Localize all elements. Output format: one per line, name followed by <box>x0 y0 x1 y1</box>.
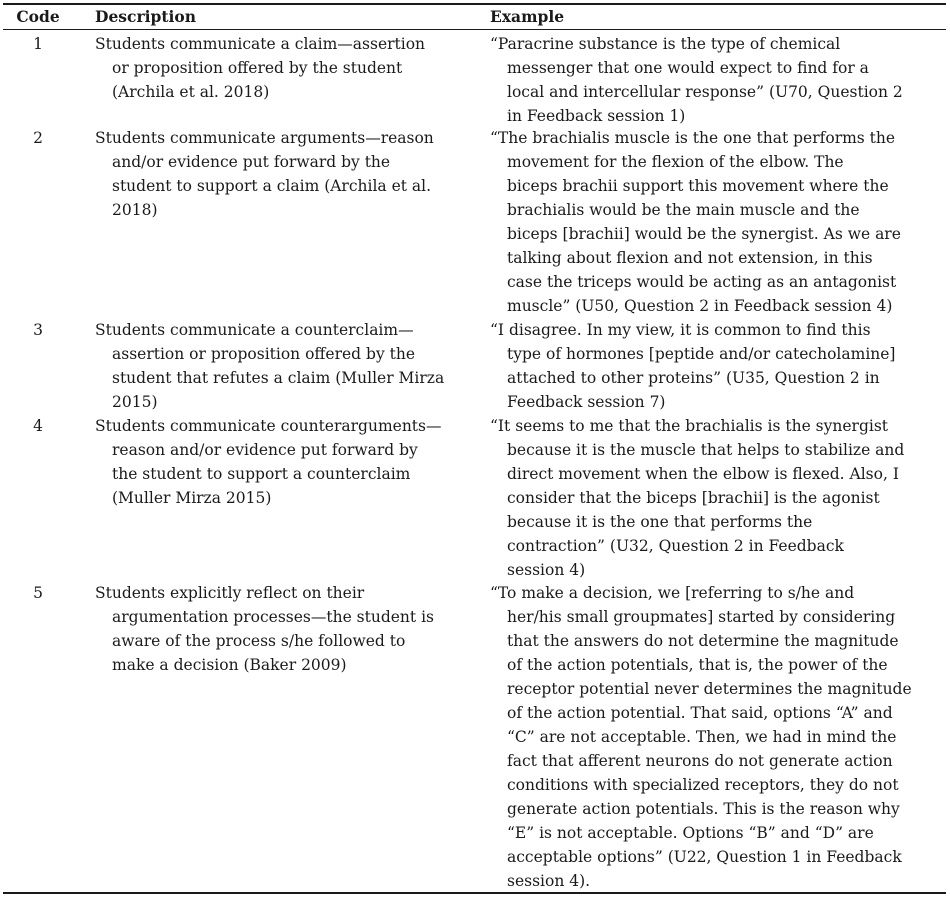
example-line: type of hormones [peptide and/or catecholamine] <box>507 345 896 363</box>
description-line: (Archila et al. 2018) <box>112 83 270 101</box>
description-line: or proposition offered by the student <box>112 59 403 77</box>
description-line: Students communicate a counterclaim— <box>95 321 414 339</box>
header-description: Description <box>95 7 197 26</box>
example-line: direct movement when the elbow is flexed. Also, I <box>507 465 899 483</box>
description-line: make a decision (Baker 2009) <box>112 656 347 674</box>
example-line: attached to other proteins” (U35, Question 2 in <box>507 369 880 387</box>
example-line: in Feedback session 1) <box>507 107 686 125</box>
header-code: Code <box>16 7 60 26</box>
header-example: Example <box>490 7 565 26</box>
coding-table <box>3 0 946 903</box>
row-4-description <box>95 414 467 510</box>
description-line: argumentation processes—the student is <box>112 608 434 626</box>
row-3-description <box>95 318 467 414</box>
example-line: contraction” (U32, Question 2 in Feedback <box>507 537 844 555</box>
description-line: assertion or proposition offered by the <box>112 345 416 363</box>
example-line: of the action potentials, that is, the power of the <box>507 656 888 674</box>
description-line: student that refutes a claim (Muller Mirza <box>112 369 445 387</box>
example-line: “To make a decision, we [referring to s/he and <box>490 584 855 602</box>
description-line: (Muller Mirza 2015) <box>112 489 272 507</box>
example-line: muscle” (U50, Question 2 in Feedback session 4) <box>507 297 893 315</box>
example-line: generate action potentials. This is the reason why <box>507 800 900 818</box>
example-line: conditions with specialized receptors, they do not <box>507 776 899 794</box>
row-2-code: 2 <box>33 129 43 147</box>
description-line: Students communicate counterarguments— <box>95 417 442 435</box>
example-line: talking about flexion and not extension, in this <box>507 249 873 267</box>
example-line: of the action potential. That said, options “A” and <box>507 704 893 722</box>
row-5-code: 5 <box>33 584 43 602</box>
description-line: reason and/or evidence put forward by <box>112 441 418 459</box>
example-line: case the triceps would be acting as an antagonist <box>507 273 897 291</box>
example-line: brachialis would be the main muscle and the <box>507 201 860 219</box>
example-line: session 4). <box>507 872 591 890</box>
description-line: 2018) <box>112 201 158 219</box>
row-1-example <box>490 32 935 128</box>
example-line: “The brachialis muscle is the one that performs the <box>490 129 896 147</box>
example-line: her/his small groupmates] started by considering <box>507 608 896 626</box>
description-line: aware of the process s/he followed to <box>112 632 406 650</box>
row-2-description <box>95 126 467 222</box>
description-line: Students communicate a claim—assertion <box>95 35 426 53</box>
example-line: “E” is not acceptable. Options “B” and “D” are <box>507 824 874 842</box>
table-bottom-rule <box>3 892 946 894</box>
example-line: biceps brachii support this movement where the <box>507 177 889 195</box>
example-line: messenger that one would expect to find for a <box>507 59 869 77</box>
example-line: that the answers do not determine the magnitude <box>507 632 899 650</box>
example-line: acceptable options” (U22, Question 1 in Feedback <box>507 848 902 866</box>
description-line: and/or evidence put forward by the <box>112 153 391 171</box>
row-5-example <box>490 581 935 893</box>
example-line: session 4) <box>507 561 586 579</box>
description-line: 2015) <box>112 393 158 411</box>
example-line: fact that afferent neurons do not generate action <box>507 752 893 770</box>
example-line: “It seems to me that the brachialis is the synergist <box>490 417 889 435</box>
example-line: movement for the flexion of the elbow. The <box>507 153 844 171</box>
table-header-rule <box>3 29 946 30</box>
example-line: local and intercellular response” (U70, Question 2 <box>507 83 903 101</box>
example-line: “Paracrine substance is the type of chemical <box>490 35 841 53</box>
description-line: student to support a claim (Archila et al. <box>112 177 432 195</box>
example-line: biceps [brachii] would be the synergist. As we are <box>507 225 901 243</box>
row-3-example <box>490 318 935 414</box>
row-5-description <box>95 581 467 677</box>
example-line: “C” are not acceptable. Then, we had in mind the <box>507 728 897 746</box>
example-line: receptor potential never determines the magnitude <box>507 680 912 698</box>
row-4-example <box>490 414 935 582</box>
example-line: because it is the one that performs the <box>507 513 813 531</box>
row-1-description <box>95 32 467 104</box>
description-line: the student to support a counterclaim <box>112 465 411 483</box>
row-1-code: 1 <box>33 35 43 53</box>
description-line: Students explicitly reflect on their <box>95 584 365 602</box>
row-4-code: 4 <box>33 417 43 435</box>
description-line: Students communicate arguments—reason <box>95 129 434 147</box>
example-line: Feedback session 7) <box>507 393 666 411</box>
row-3-code: 3 <box>33 321 43 339</box>
example-line: consider that the biceps [brachii] is the agonist <box>507 489 880 507</box>
row-2-example <box>490 126 935 318</box>
example-line: “I disagree. In my view, it is common to find this <box>490 321 871 339</box>
example-line: because it is the muscle that helps to stabilize and <box>507 441 905 459</box>
